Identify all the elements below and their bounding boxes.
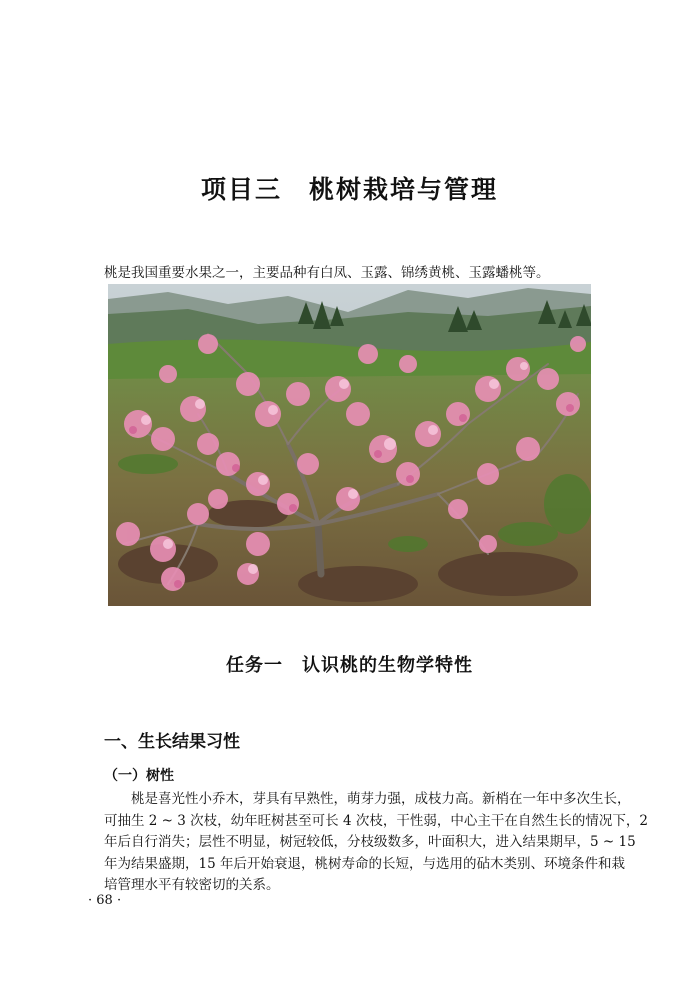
project-title: 项目三 桃树栽培与管理 [200,175,498,204]
paragraph-line: 年后自行消失；层性不明显，树冠较低，分枝级数多，叶面积大，进入结果期早，5 ~ 15 [104,834,636,850]
section-heading: 一、生长结果习性 [104,732,240,752]
peach-orchard-photo [108,284,591,606]
paragraph-line: 可抽生 2 ~ 3 次枝，幼年旺树甚至可长 4 次枝，干性弱，中心主干在自然生长的情况下，2 [104,812,648,829]
paragraph-line: 年为结果盛期，15 年后开始衰退，桃树寿命的长短，与选用的砧木类别、环境条件和栽 [104,855,625,872]
page-number: · 68 · [88,893,122,908]
intro-text: 桃是我国重要水果之一，主要品种有白凤、玉露、锦绣黄桃、玉露蟠桃等。 [104,265,550,281]
paragraph-line: 培管理水平有较密切的关系。 [104,877,280,893]
subsection-heading: （一）树性 [104,768,174,784]
task-title: 任务一 认识桃的生物学特性 [226,655,473,676]
body-paragraph [104,789,648,897]
paragraph-line: 桃是喜光性小乔木，芽具有早熟性，萌芽力强，成枝力高。新梢在一年中多次生长， [104,791,631,807]
